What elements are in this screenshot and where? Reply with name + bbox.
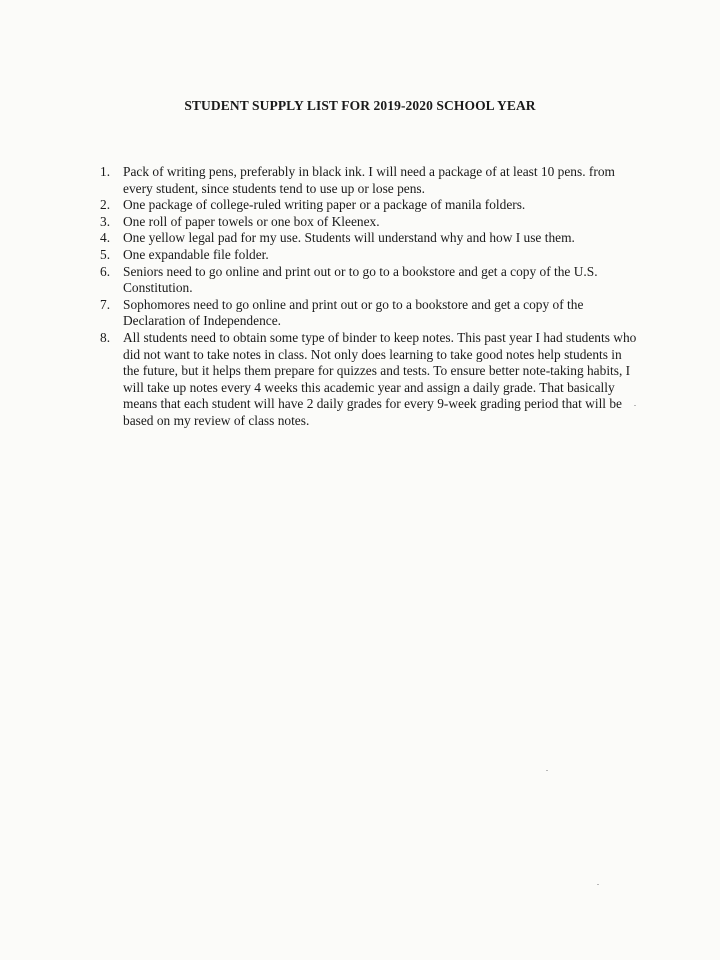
item-text: All students need to obtain some type of binder to keep notes. This past year I had students who did not want to take notes in class. Not only does learning to take good notes help students in the future, but it helps them prepare for quizzes and tests. To ensure better note-taking habits, I will take up notes every 4 weeks this academic year and assign a daily grade. That basically means that each student will have 2 daily grades for every 9-week grading period that will be based on my review of class notes. bbox=[123, 329, 637, 428]
item-text: Sophomores need to go online and print out or go to a bookstore and get a copy of the Declaration of Independence. bbox=[123, 296, 584, 329]
item-text: One roll of paper towels or one box of Kleenex. bbox=[123, 213, 380, 229]
item-number: 7. bbox=[100, 296, 111, 312]
list-item bbox=[100, 247, 640, 264]
list-item bbox=[100, 330, 640, 430]
item-number: 4. bbox=[100, 230, 111, 246]
item-number: 2. bbox=[100, 197, 111, 213]
list-item bbox=[100, 230, 640, 247]
item-number: 6. bbox=[100, 263, 111, 279]
document-title: STUDENT SUPPLY LIST FOR 2019-2020 SCHOOL YEAR bbox=[184, 98, 536, 113]
item-number: 5. bbox=[100, 246, 111, 262]
scan-speck bbox=[597, 884, 599, 885]
list-item bbox=[100, 264, 640, 297]
list-item bbox=[100, 297, 640, 330]
item-number: 8. bbox=[100, 329, 111, 345]
item-text: One yellow legal pad for my use. Students will understand why and how I use them. bbox=[123, 230, 575, 246]
item-text: Pack of writing pens, preferably in black ink. I will need a package of at least 10 pens. from every student, since students tend to use up or lose pens. bbox=[123, 164, 615, 196]
list-item bbox=[100, 197, 640, 214]
item-number: 1. bbox=[100, 164, 111, 179]
list-item bbox=[100, 214, 640, 231]
supply-list bbox=[100, 164, 640, 430]
item-number: 3. bbox=[100, 213, 111, 229]
scan-speck bbox=[546, 770, 548, 771]
scan-speck bbox=[634, 405, 636, 406]
item-text: One expandable file folder. bbox=[123, 246, 269, 262]
item-text: Seniors need to go online and print out or to go to a bookstore and get a copy of the U.S. Constitution. bbox=[123, 263, 598, 296]
list-item bbox=[100, 164, 640, 197]
item-text: One package of college-ruled writing paper or a package of manila folders. bbox=[123, 197, 526, 213]
